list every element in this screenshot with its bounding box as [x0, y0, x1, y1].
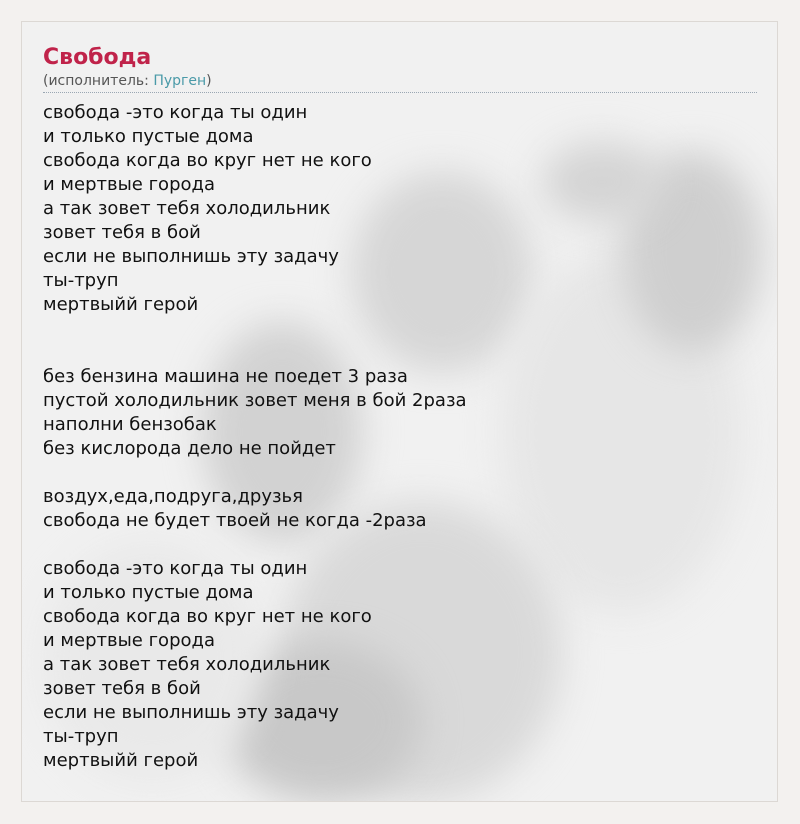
- lyric-line: и только пустые дома: [43, 126, 254, 147]
- lyric-line: зовет тебя в бой: [43, 222, 201, 243]
- lyric-line: [43, 341, 757, 365]
- lyric-line: зовет тебя в бой: [43, 678, 201, 699]
- lyric-line: свобода когда во круг нет не кого: [43, 150, 372, 171]
- lyrics-text: [43, 101, 757, 773]
- lyric-line: а так зовет тебя холодильник: [43, 654, 331, 675]
- lyric-line: и мертвые города: [43, 630, 215, 651]
- lyric-line: свобода не будет твоей не когда -2раза: [43, 510, 427, 531]
- lyric-line: свобода -это когда ты один: [43, 558, 308, 579]
- lyric-line: ты-труп: [43, 726, 119, 747]
- lyric-line: и мертвые города: [43, 174, 215, 195]
- artist-prefix: (исполнитель:: [43, 73, 154, 89]
- lyrics-card: [21, 21, 778, 802]
- lyric-line: воздух,еда,подруга,друзья: [43, 486, 303, 507]
- lyric-line: а так зовет тебя холодильник: [43, 198, 331, 219]
- lyric-line: свобода -это когда ты один: [43, 102, 308, 123]
- lyric-line: если не выполнишь эту задачу: [43, 702, 339, 723]
- lyrics-content: [43, 44, 757, 773]
- song-title: Свобода: [43, 45, 152, 70]
- artist-link[interactable]: Пурген: [153, 73, 207, 89]
- lyric-line: мертвыйй герой: [43, 750, 199, 771]
- lyric-line: если не выполнишь эту задачу: [43, 246, 339, 267]
- lyric-line: пустой холодильник зовет меня в бой 2раза: [43, 390, 467, 411]
- lyric-line: без кислорода дело не пойдет: [43, 438, 336, 459]
- song-artist-line: [43, 72, 757, 93]
- artist-suffix: ): [206, 73, 212, 89]
- lyric-line: мертвыйй герой: [43, 294, 199, 315]
- lyric-line: без бензина машина не поедет 3 раза: [43, 366, 408, 387]
- lyric-line: ты-труп: [43, 270, 119, 291]
- lyric-line: [43, 317, 757, 341]
- lyric-line: свобода когда во круг нет не кого: [43, 606, 372, 627]
- lyric-line: [43, 461, 757, 485]
- lyric-line: и только пустые дома: [43, 582, 254, 603]
- lyric-line: [43, 533, 757, 557]
- lyric-line: наполни бензобак: [43, 414, 217, 435]
